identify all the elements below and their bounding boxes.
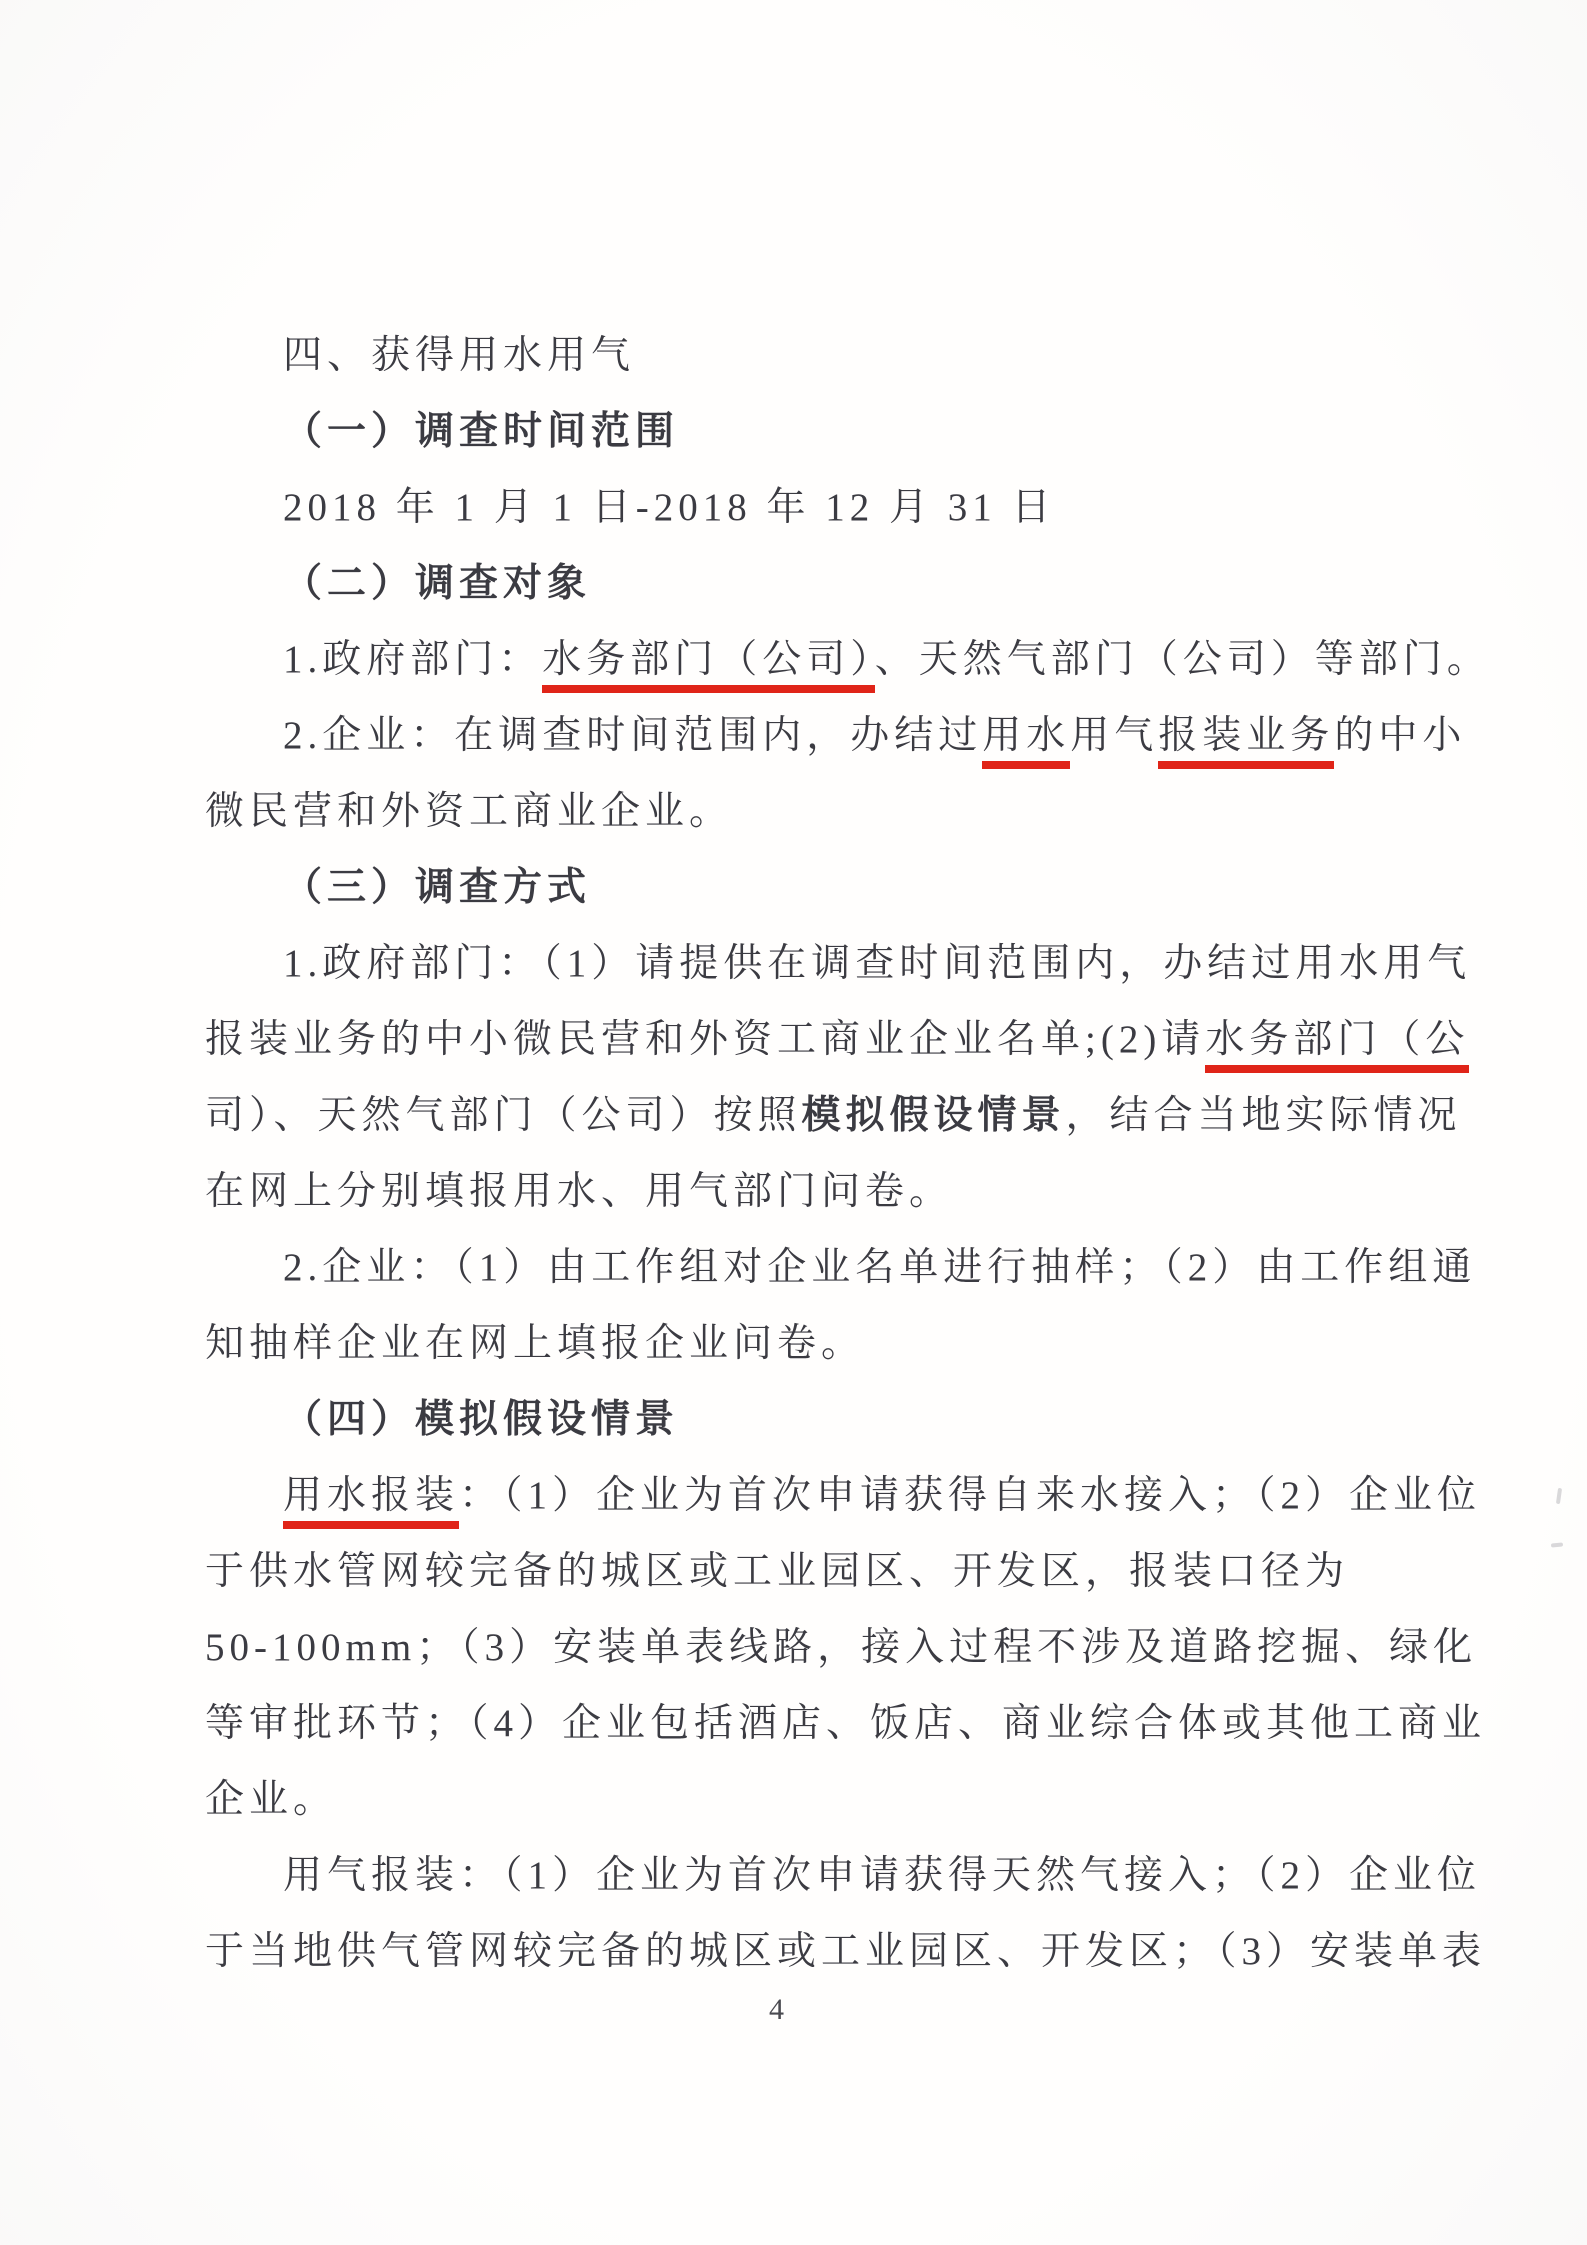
page-number: 4 (769, 1993, 784, 2026)
text-line (205, 774, 1545, 850)
scan-speck (1551, 1542, 1563, 1547)
text-line (205, 698, 1545, 774)
text-line (205, 394, 1545, 470)
text-line (205, 1306, 1545, 1382)
text-line (205, 1458, 1545, 1534)
text-segment: 用气 (1070, 714, 1159, 757)
text-segment: 于当地供气管网较完备的城区或工业园区、开发区；（3）安装单表 (205, 1930, 1487, 1973)
text-segment: 2018 年 1 月 1 日-2018 年 12 月 31 日 (283, 486, 1056, 529)
text-segment: 企业。 (205, 1778, 338, 1821)
bold-heading-text: （四）模拟假设情景 (283, 1398, 680, 1441)
bold-heading-text: （三）调查方式 (283, 866, 592, 909)
text-line (205, 850, 1545, 926)
text-segment: 50-100mm；（3）安装单表线路，接入过程不涉及道路挖掘、绿化 (205, 1626, 1478, 1669)
text-segment: 知抽样企业在网上填报企业问卷。 (205, 1322, 866, 1365)
bold-heading-text: （二）调查对象 (283, 562, 592, 605)
text-segment: 于供水管网较完备的城区或工业园区、开发区，报装口径为 (205, 1550, 1350, 1593)
bold-heading-text: （一）调查时间范围 (283, 410, 680, 453)
text-line (205, 1610, 1545, 1686)
text-line (205, 1838, 1545, 1914)
bold-heading-text: 模拟假设情景 (801, 1094, 1066, 1137)
text-segment: 司）、天然气部门（公司）按照 (205, 1094, 802, 1137)
text-line (205, 1230, 1545, 1306)
red-underlined-text: 用水报装 (283, 1474, 459, 1531)
text-segment: ：（1）企业为首次申请获得自来水接入；（2）企业位 (459, 1474, 1482, 1517)
text-segment: ，结合当地实际情况 (1065, 1094, 1462, 1137)
text-line (205, 1914, 1545, 1990)
text-segment: 微民营和外资工商业企业。 (205, 790, 734, 833)
text-line (205, 1078, 1545, 1154)
text-segment: 1.政府部门：（1）请提供在调查时间范围内，办结过用水用气 (283, 942, 1472, 985)
text-line (205, 1762, 1545, 1838)
text-segment: 报装业务的中小微民营和外资工商业企业名单;(2)请 (205, 1018, 1206, 1061)
text-segment: 等审批环节；（4）企业包括酒店、饭店、商业综合体或其他工商业 (205, 1702, 1487, 1745)
text-line (205, 1534, 1545, 1610)
text-line (205, 1154, 1545, 1230)
text-line (205, 318, 1545, 394)
text-segment: 在网上分别填报用水、用气部门问卷。 (205, 1170, 954, 1213)
document-body (205, 318, 1545, 1990)
text-line (205, 926, 1545, 1002)
text-line (205, 546, 1545, 622)
text-line (205, 470, 1545, 546)
text-segment: 用气报装：（1）企业为首次申请获得天然气接入；（2）企业位 (283, 1854, 1482, 1897)
red-underlined-text: 水务部门（公司） (542, 638, 875, 695)
text-line (205, 1686, 1545, 1762)
red-underlined-text: 水务部门（公 (1205, 1018, 1469, 1075)
text-line (205, 1382, 1545, 1458)
text-segment: 、天然气部门（公司）等部门。 (874, 638, 1491, 681)
scan-speck (208, 1180, 213, 1184)
red-underlined-text: 用水 (982, 714, 1070, 771)
text-line (205, 622, 1545, 698)
text-segment: 2.企业：在调查时间范围内，办结过 (283, 714, 983, 757)
red-underlined-text: 报装业务 (1158, 714, 1334, 771)
scan-speck (1556, 1488, 1562, 1504)
text-segment: 2.企业：（1）由工作组对企业名单进行抽样；（2）由工作组通 (283, 1246, 1477, 1289)
text-line (205, 1002, 1545, 1078)
text-segment: 四、获得用水用气 (283, 334, 636, 377)
text-segment: 1.政府部门： (283, 638, 543, 681)
text-segment: 的中小 (1334, 714, 1467, 757)
